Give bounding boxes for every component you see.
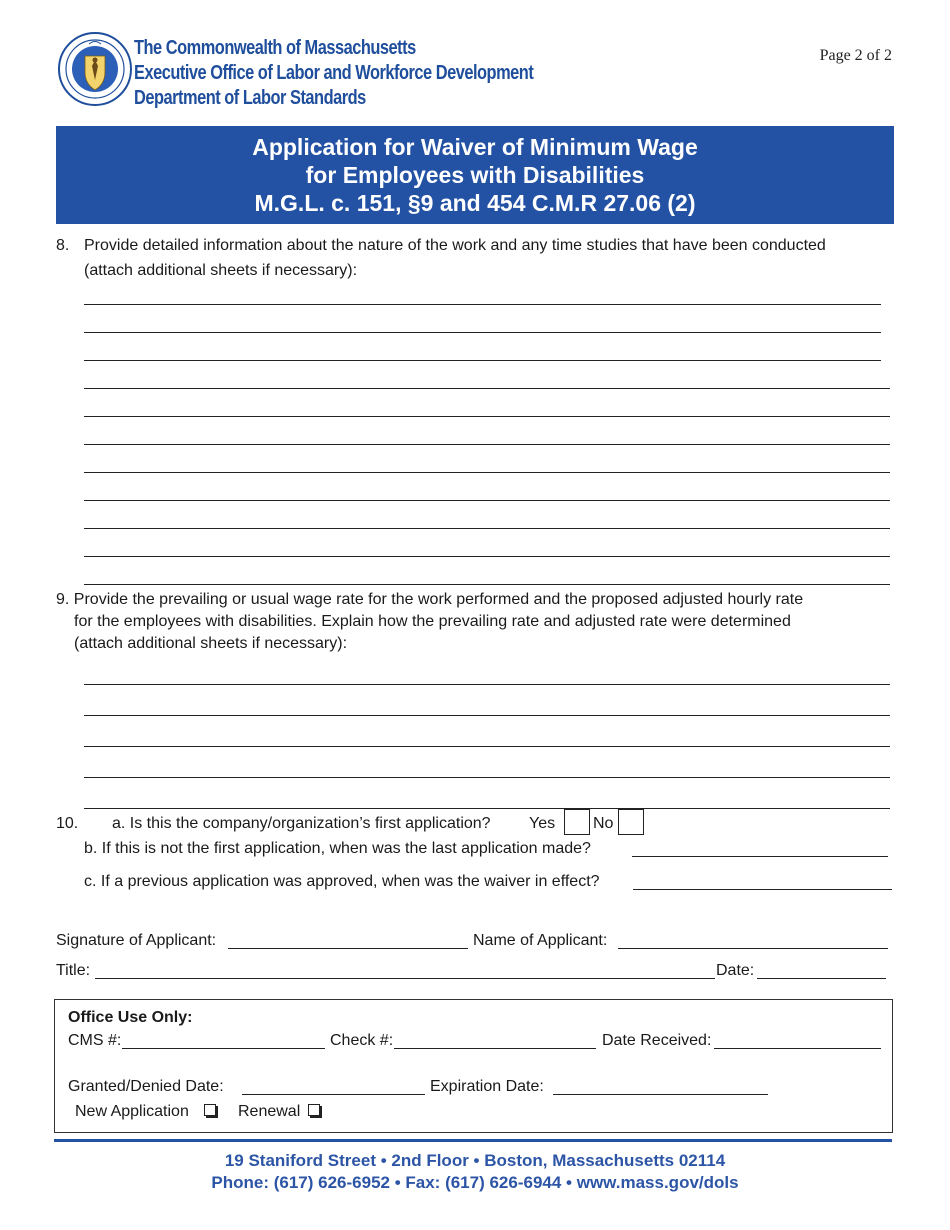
- q8-answer-line[interactable]: [84, 556, 890, 557]
- footer-divider: [54, 1139, 892, 1142]
- agency-line-commonwealth: The Commonwealth of Massachusetts: [134, 37, 416, 59]
- expiration-label: Expiration Date:: [430, 1078, 544, 1095]
- q8-text-line-2: (attach additional sheets if necessary):: [84, 262, 358, 279]
- q8-text-line-1: Provide detailed information about the nature of the work and any time studies that have been conducted: [84, 237, 826, 254]
- date-received-line[interactable]: [714, 1048, 881, 1049]
- office-use-heading: Office Use Only:: [68, 1009, 193, 1026]
- renewal-label: Renewal: [238, 1103, 301, 1120]
- footer-contact: Phone: (617) 626-6952 • Fax: (617) 626-6944 • www.mass.gov/dols: [211, 1173, 739, 1192]
- date-received-label: Date Received:: [602, 1032, 712, 1049]
- q10a-text: a. Is this the company/organization’s first application?: [112, 815, 491, 832]
- q10-number: 10.: [56, 815, 79, 832]
- q8-answer-line[interactable]: [84, 388, 890, 389]
- signature-label: Signature of Applicant:: [56, 932, 217, 949]
- q8-answer-line[interactable]: [84, 304, 881, 305]
- q10a-yes-checkbox[interactable]: [564, 809, 590, 835]
- granted-denied-line[interactable]: [242, 1094, 425, 1095]
- agency-line-executive-office: Executive Office of Labor and Workforce Development: [134, 62, 534, 84]
- signature-line[interactable]: [228, 948, 468, 949]
- q8-answer-line[interactable]: [84, 332, 881, 333]
- title-banner: [56, 126, 894, 224]
- q8-answer-line[interactable]: [84, 528, 890, 529]
- q9-text-line-2: for the employees with disabilities. Explain how the prevailing rate and adjusted rate were determined: [74, 613, 791, 630]
- q10a-yes-label: Yes: [529, 815, 556, 832]
- q9-answer-line[interactable]: [84, 808, 890, 809]
- page-number: Page 2 of 2: [819, 47, 892, 64]
- q10a-no-label: No: [593, 815, 614, 832]
- q10b-text: b. If this is not the first application, when was the last application made?: [84, 840, 591, 857]
- q8-answer-line[interactable]: [84, 472, 890, 473]
- q10c-answer-line[interactable]: [633, 889, 892, 890]
- footer-address: 19 Staniford Street • 2nd Floor • Boston, Massachusetts 02114: [224, 1151, 726, 1170]
- cms-label: CMS #:: [68, 1032, 122, 1049]
- q10b-answer-line[interactable]: [632, 856, 888, 857]
- title-line-1: Application for Waiver of Minimum Wage: [252, 134, 698, 160]
- date-label: Date:: [716, 962, 755, 979]
- renewal-checkbox[interactable]: [308, 1104, 320, 1116]
- q10a-no-checkbox[interactable]: [618, 809, 644, 835]
- q8-answer-line[interactable]: [84, 416, 890, 417]
- check-line[interactable]: [394, 1048, 596, 1049]
- applicant-name-label: Name of Applicant:: [473, 932, 608, 949]
- q8-answer-line[interactable]: [84, 444, 890, 445]
- q8-answer-line[interactable]: [84, 500, 890, 501]
- new-application-checkbox[interactable]: [204, 1104, 216, 1116]
- title-label: Title:: [56, 962, 91, 979]
- q8-answer-line[interactable]: [84, 584, 890, 585]
- q8-answer-line[interactable]: [84, 360, 881, 361]
- massachusetts-seal-icon: [57, 30, 133, 108]
- q9-text-line-1: 9. Provide the prevailing or usual wage rate for the work performed and the proposed adjusted hourly rate: [56, 591, 804, 608]
- q9-text-line-3: (attach additional sheets if necessary):: [74, 635, 348, 652]
- granted-denied-label: Granted/Denied Date:: [68, 1078, 224, 1095]
- title-line[interactable]: [95, 978, 715, 979]
- title-line-3: M.G.L. c. 151, §9 and 454 C.M.R 27.06 (2): [254, 190, 696, 216]
- applicant-name-line[interactable]: [618, 948, 888, 949]
- title-line-2: for Employees with Disabilities: [305, 162, 645, 188]
- q9-answer-line[interactable]: [84, 715, 890, 716]
- cms-line[interactable]: [122, 1048, 325, 1049]
- q9-answer-line[interactable]: [84, 684, 890, 685]
- expiration-line[interactable]: [553, 1094, 768, 1095]
- date-line[interactable]: [757, 978, 886, 979]
- q9-answer-line[interactable]: [84, 777, 890, 778]
- q9-answer-line[interactable]: [84, 746, 890, 747]
- q8-number: 8.: [56, 237, 70, 254]
- q10c-text: c. If a previous application was approved, when was the waiver in effect?: [84, 873, 600, 890]
- check-label: Check #:: [330, 1032, 394, 1049]
- new-application-label: New Application: [75, 1103, 189, 1120]
- agency-line-department: Department of Labor Standards: [134, 87, 366, 109]
